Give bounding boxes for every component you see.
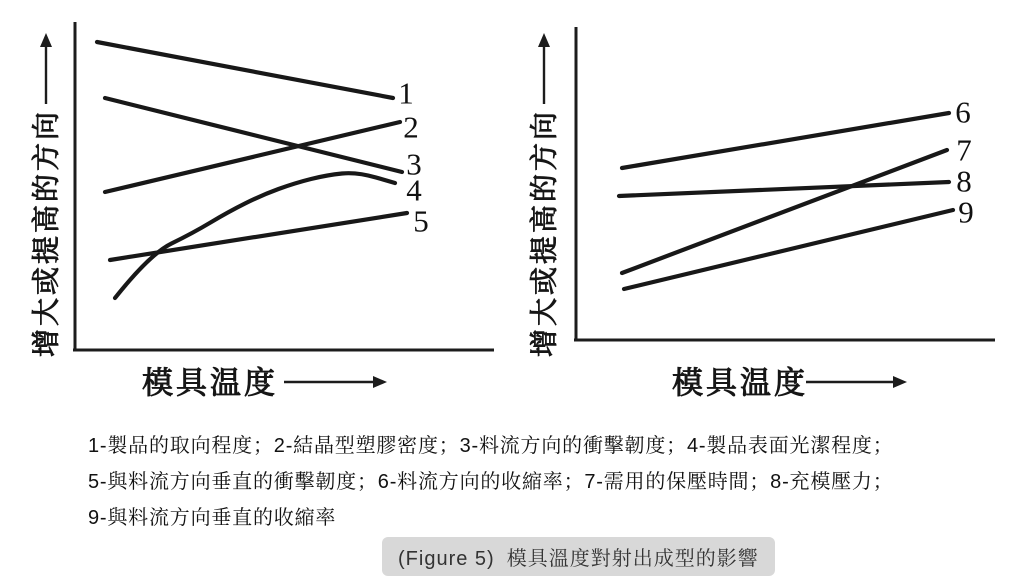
curve-number-label-5: 5 — [413, 203, 429, 239]
left-curves-group — [97, 42, 429, 298]
curve-number-label-2: 2 — [403, 109, 419, 145]
curve-number-label-3: 3 — [406, 146, 422, 182]
curve-line-3 — [105, 98, 402, 172]
legend-line-1: 1-製品的取向程度；2-結晶型塑膠密度；3-料流方向的衝擊韌度；4-製品表面光潔程度； — [88, 435, 894, 457]
curve-number-label-8: 8 — [956, 163, 972, 199]
figure-caption-label: (Figure 5) — [398, 548, 495, 570]
figure-caption — [382, 537, 775, 576]
curve-line-5 — [110, 213, 407, 260]
y-axis-label: 增大或提高的方向 — [30, 108, 62, 358]
curve-line-8 — [619, 182, 949, 196]
curve-line-9 — [624, 210, 953, 289]
right-curves-group — [619, 95, 974, 290]
curve-number-label-1: 1 — [398, 75, 414, 111]
figure-caption-title: 模具溫度對射出成型的影響 — [506, 548, 759, 570]
curve-line-7 — [622, 150, 947, 273]
curve-number-label-6: 6 — [955, 94, 971, 130]
legend-notes — [88, 428, 968, 536]
curve-line-2 — [105, 122, 400, 192]
right-chart — [528, 27, 996, 401]
curve-number-label-4: 4 — [406, 172, 422, 208]
x-axis-label: 模具温度 — [672, 365, 808, 401]
curve-number-label-9: 9 — [958, 194, 974, 230]
curve-number-label-7: 7 — [956, 132, 972, 168]
curve-line-1 — [97, 42, 393, 98]
curve-line-6 — [622, 113, 949, 168]
left-chart — [30, 22, 495, 401]
y-axis-label: 增大或提高的方向 — [528, 108, 560, 358]
legend-line-3: 9-與料流方向垂直的收縮率 — [88, 507, 337, 529]
x-axis-label: 模具温度 — [142, 365, 278, 401]
legend-line-2: 5-與料流方向垂直的衝擊韌度；6-料流方向的收縮率；7-需用的保壓時間；8-充模壓力； — [88, 471, 894, 493]
